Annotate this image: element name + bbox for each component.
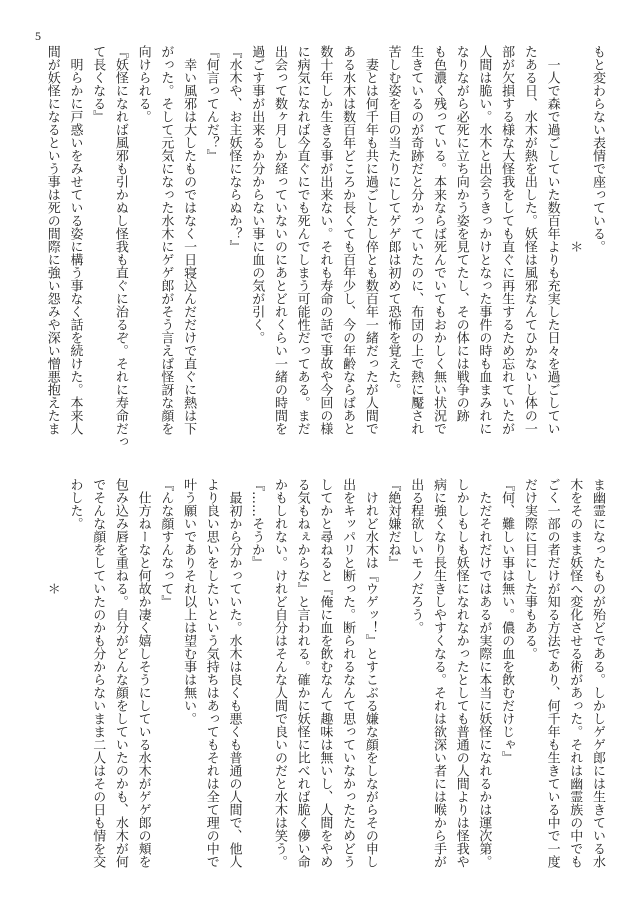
text-column: 出をキッパリと断った。断られるなんて思っていなかったためどう bbox=[340, 478, 356, 868]
text-column: 最初から分かっていた。水木は良くも悪くも普通の人間で、他人 bbox=[226, 478, 242, 868]
text-column: 妻とは何千年も共に過ごしたし倅とも数百年一緒だったが人間で bbox=[362, 45, 378, 435]
text-column: 人間は脆い。水木と出会うきっかけとなった事件の時も血まみれに bbox=[476, 45, 492, 435]
text-column: 間が妖怪になるという事は死の間際に強い怨みや深い憎悪抱えたま bbox=[44, 45, 60, 435]
dialogue-column: 『何、難しい事は無い。儂の血を飲むだけじゃ』 bbox=[499, 478, 515, 764]
text-column: でそんな顔をしていたのかも分からないまま二人はその日も情を交 bbox=[90, 478, 106, 868]
text-column: 向けられる。 bbox=[135, 45, 151, 123]
text-column: に病気になれば今直ぐにでも死んでしまう可能性だってある。まだ bbox=[294, 45, 310, 435]
text-column: ただそれだけではあるが実際に本当に妖怪になれるかは運次第。 bbox=[476, 478, 492, 868]
text-column: 叶う願いでありそれ以上は望む事は無い。 bbox=[181, 478, 197, 725]
text-column: 一人で森で過ごしていた数百年よりも充実した日々を過ごしてい bbox=[544, 45, 560, 435]
text-column: なりながら必死に立ち向かう姿を見てたし、その体には戦争の跡 bbox=[453, 45, 469, 422]
text-column: 生きているのが奇跡だと分かっていたのに、布団の上で熱に魘され bbox=[408, 45, 424, 435]
text-column: 苦しむ姿を目の当たりにしてゲゲ郎は初めて恐怖を覚えた。 bbox=[385, 45, 401, 396]
text-column: 病に強くなり長生きしやすくなる。それは欲深い者には喉から手が bbox=[430, 478, 446, 868]
lower-text-block bbox=[40, 478, 608, 883]
text-column: 木をそのまま妖怪へ変化させる術があった。それは幽霊族の中でも bbox=[567, 478, 583, 868]
text-column: しかしもしも妖怪になれなかったとしても普通の人間よりは怪我や bbox=[453, 478, 469, 868]
text-column: 部が欠損する様な大怪我をしても直ぐに再生するため忘れていたが bbox=[499, 45, 515, 435]
text-column: たある日、水木が熱を出した。妖怪は風邪なんてひかないし体の一 bbox=[521, 45, 537, 435]
text-column: がった。そして元気になった水木にゲゲ郎がそう言えば怪訝な顔を bbox=[158, 45, 174, 435]
text-column: 包み込み唇を重ねる。自分がどんな顔をしていたのかも、水木が何 bbox=[112, 478, 128, 868]
text-column: かもしれない。けれど自分はそんな人間で良いのだと水木は笑う。 bbox=[271, 478, 287, 868]
text-column: 出る程欲しいモノだろう。 bbox=[408, 478, 424, 634]
dialogue-column: 『……そうか』 bbox=[249, 478, 265, 569]
text-column: ま幽霊になったものが殆どである。しかしゲゲ郎には生きている水 bbox=[590, 478, 605, 868]
dialogue-column: て長くなる』 bbox=[90, 45, 106, 123]
dialogue-column: 『何言ってんだ？』 bbox=[203, 45, 219, 162]
text-column: 出会って数ヶ月しか経っていないのにあとどれくらい一緒の時間を bbox=[271, 45, 287, 435]
text-column: 明らかに戸惑いをみせている姿に構う事なく話を続けた。本来人 bbox=[67, 45, 83, 435]
text-column: る気もねぇからな』と言われる。確かに妖怪に比べれば脆く儚い命 bbox=[294, 478, 310, 868]
text-column: わした。 bbox=[67, 478, 83, 530]
text-column: だけ実際に目にした事もある。 bbox=[521, 478, 537, 660]
text-column: 仕方ねーなと何故か凄く嬉しそうにしている水木がゲゲ郎の頬を bbox=[135, 478, 151, 868]
page-number: 5 bbox=[35, 29, 41, 43]
text-column: より良い思いをしたいという気持ちはあってもそれは全て理の中で bbox=[203, 478, 219, 868]
text-column: ある水木は数百年どころか長くても百年少し、今の年齢ならばあと bbox=[340, 45, 356, 435]
text-column: 過ごす事が出来るか分からない事に血の気が引く。 bbox=[249, 45, 265, 344]
text-column: もと変わらない表情で座っている。 bbox=[590, 45, 605, 253]
dialogue-column: 『んな顔すんなって』 bbox=[158, 478, 174, 608]
text-column: ごく一部の者だけが知る方法であり、何千年も生きている中で一度 bbox=[544, 478, 560, 868]
text-column: も色濃く残っている。本来ならば死んでいてもおかしく無い状況で bbox=[430, 45, 446, 435]
scene-break-marker: ＊ bbox=[44, 582, 60, 595]
dialogue-column: 『妖怪になれば風邪も引かぬし怪我も直ぐに治るぞ。それに寿命だっ bbox=[112, 45, 128, 448]
text-column: 数十年しか生きる事が出来ない。それも寿命の話で事故や今回の様 bbox=[317, 45, 333, 435]
dialogue-column: 『水木や、お主妖怪にならぬか？』 bbox=[226, 45, 242, 253]
text-column: 幸い風邪は大したものではなく一日寝込んだだけで直ぐに熱は下 bbox=[181, 45, 197, 435]
dialogue-column: 『絶対嫌だね』 bbox=[385, 478, 401, 569]
scene-break-marker: ＊ bbox=[567, 240, 583, 253]
text-column: してかと尋ねると『俺に血を飲むなんて趣味は無いし、人間をやめ bbox=[317, 478, 333, 868]
upper-text-block bbox=[40, 45, 608, 450]
text-column: けれど水木は『ウゲッ！』とすこぶる嫌な顔をしながらその申し bbox=[362, 478, 378, 868]
